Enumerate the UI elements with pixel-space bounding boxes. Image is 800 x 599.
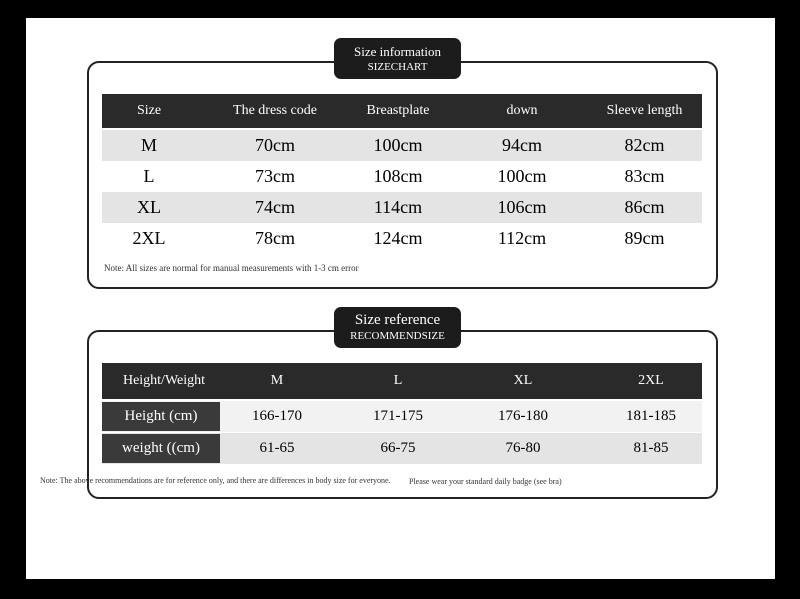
size-information-title: Size information: [353, 44, 441, 59]
size-chart-row: [102, 130, 702, 161]
size-chart-cell: 124cm: [373, 228, 423, 248]
size-chart-cell: L: [143, 166, 155, 186]
size-chart-cell: 100cm: [497, 166, 547, 186]
size-reference-cell: 76-80: [505, 440, 541, 456]
size-chart-cell: 70cm: [255, 135, 295, 155]
size-chart-cell: 112cm: [497, 228, 547, 248]
size-chart-note: Note: All sizes are normal for manual measurements with 1-3 cm error: [104, 263, 359, 273]
size-reference-cell: 181-185: [626, 408, 676, 424]
size-chart-cell: 89cm: [624, 228, 665, 248]
size-chart-cell: 114cm: [373, 197, 423, 217]
size-chart-cell: 73cm: [255, 166, 295, 186]
size-reference-row: [102, 401, 702, 432]
size-reference-label-weight: weight ((cm): [102, 434, 220, 463]
size-chart-header-breastplate: Breastplate: [366, 103, 430, 118]
size-reference-header-2xl: 2XL: [638, 373, 664, 388]
size-chart-header-down: down: [506, 103, 538, 118]
size-chart-cell: 108cm: [373, 166, 423, 186]
size-chart-cell: 78cm: [255, 228, 295, 248]
size-chart-cell: 83cm: [624, 166, 665, 186]
size-reference-header-row: [102, 363, 702, 399]
size-reference-panel: [87, 330, 718, 499]
size-reference-subtitle: RECOMMENDSIZE: [350, 330, 445, 342]
size-reference-header-l: L: [393, 373, 403, 388]
size-reference-header-xl: XL: [513, 373, 533, 388]
size-reference-header-height-weight: Height/Weight: [122, 373, 206, 388]
size-reference-cell: 66-75: [380, 440, 416, 456]
size-reference-tag: [334, 307, 461, 348]
size-reference-label-height: Height (cm): [102, 402, 220, 431]
page-canvas: [26, 18, 775, 579]
size-reference-cell: 61-65: [259, 440, 295, 456]
size-reference-row: [102, 433, 702, 464]
size-chart-cell: XL: [137, 197, 161, 217]
size-information-subtitle: SIZECHART: [367, 61, 428, 73]
size-chart-cell: M: [140, 135, 157, 155]
size-chart-row: [102, 161, 702, 192]
size-information-tag: [334, 38, 461, 79]
size-chart-header-size: Size: [136, 103, 162, 118]
size-chart-cell: 94cm: [502, 135, 542, 155]
size-chart-cell: 74cm: [255, 197, 295, 217]
size-reference-cell: 81-85: [633, 440, 669, 456]
size-chart-header-dress-code: The dress code: [233, 103, 317, 118]
size-reference-note-2: Please wear your standard daily badge (see bra): [409, 477, 562, 486]
size-reference-note: Note: The above recommendations are for reference only, and there are differences in body size for everyone.: [40, 476, 391, 485]
size-chart-cell: 86cm: [624, 197, 665, 217]
size-chart-header-sleeve: Sleeve length: [606, 103, 683, 118]
size-chart-cell: 82cm: [624, 135, 665, 155]
size-chart-row: [102, 192, 702, 223]
size-chart-cell: 2XL: [132, 228, 166, 248]
size-chart-row: [102, 223, 702, 254]
size-chart-cell: 106cm: [497, 197, 547, 217]
size-chart-panel: [87, 61, 718, 289]
size-reference-title: Size reference: [354, 312, 441, 328]
size-reference-cell: 171-175: [373, 408, 423, 424]
size-reference-cell: 166-170: [252, 408, 302, 424]
size-chart-cell: 100cm: [373, 135, 423, 155]
size-reference-header-m: M: [270, 373, 284, 388]
size-chart-header-row: [102, 94, 702, 128]
size-reference-cell: 176-180: [498, 408, 548, 424]
